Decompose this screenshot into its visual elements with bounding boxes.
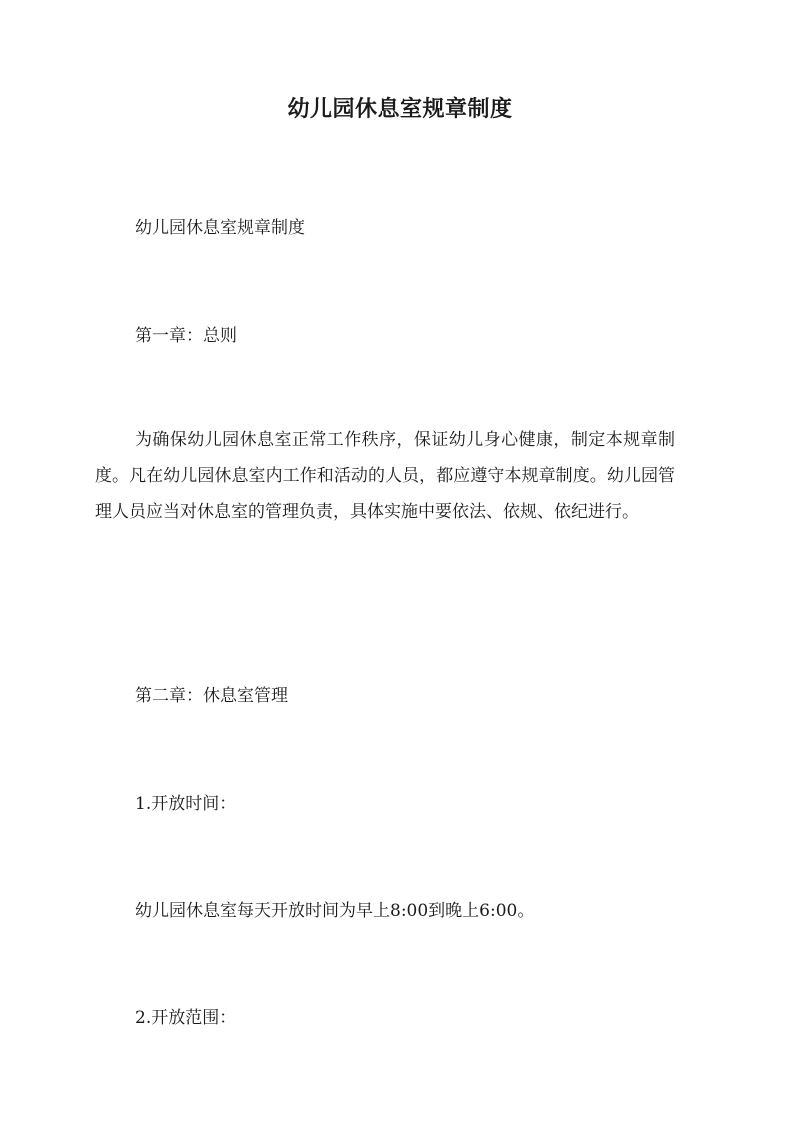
item-1-text: 幼儿园休息室每天开放时间为早上8:00到晚上6:00。 <box>135 901 535 921</box>
chapter-2-heading: 第二章：休息室管理 <box>135 686 288 706</box>
document-title: 幼儿园休息室规章制度 <box>287 96 513 122</box>
document-subtitle: 幼儿园休息室规章制度 <box>135 218 305 238</box>
chapter-1-heading: 第一章：总则 <box>135 326 237 346</box>
item-1-heading: 1.开放时间： <box>135 794 237 814</box>
item-2-heading: 2.开放范围： <box>135 1008 237 1028</box>
chapter-1-paragraph: 为确保幼儿园休息室正常工作秩序，保证幼儿身心健康，制定本规章制度。凡在幼儿园休息室内工作和活动的人员，都应遵守本规章制度。幼儿园管理人员应当对休息室的管理负责，具体实施中要依法、依规、依纪进行。 <box>95 430 675 522</box>
